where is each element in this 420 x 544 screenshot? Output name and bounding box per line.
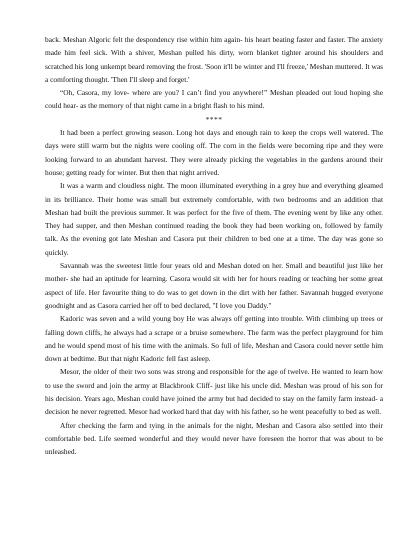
- paragraph-6: Kadoric was seven and a wild young boy He was always off getting into trouble. With climbing up trees or falling down cliffs, he always had a scrape or a bruise somewhere. The farm was the perfect playground for him and he would spend most of his time with the animals. So full of life, Meshan and Casora could never settle him down at bedtime. But that night Kadoric fell fast asleep.: [45, 314, 383, 364]
- paragraph-3: It had been a perfect growing season. Long hot days and enough rain to keep the crops well watered. The days were still warm but the nights were cooling off. The corn in the fields were becoming ripe and they were looking forward to an abundant harvest. They were already picking the vegetables in the gardens around their house; getting ready for winter. But then that night arrived.: [45, 128, 383, 177]
- paragraph-2: “Oh, Casora, my love- where are you? I can’t find you anywhere!” Meshan pleaded out loud hoping she could hear- as the memory of that night came in a bright flash to his mind.: [45, 88, 383, 111]
- scene-break: ****: [205, 114, 223, 124]
- paragraph-4: It was a warm and cloudless night. The moon illuminated everything in a grey hue and everything gleamed in its brilliance. Their home was small but extremely comfortable, with two bedrooms and an addition that Meshan had built the previous summer. It was perfect for the five of them. The evening went by like any other. They had supper, and then Meshan continued reading the book they had been working on, followed by family talk. As the evening got late Meshan and Casora put their children to bed one at a time. The day was gone so quickly.: [45, 181, 383, 257]
- paragraph-1: back. Meshan Algoric felt the despondency rise within him again- his heart beating faster and faster. The anxiety made him feel sick. With a shiver, Meshan pulled his dirty, worn blanket tighter around his shoulders and scratched his long unkempt beard removing the frost. 'Soon it'll be winter and I'll freeze,' Meshan muttered. It was a comforting thought. 'Then I'll sleep and forget.': [45, 35, 383, 84]
- paragraph-5: Savannah was the sweetest little four years old and Meshan doted on her. Small and beautiful just like her mother- she had an aptitude for learning. Casora would sit with her for hours reading or teaching her some great aspect of life. Her favourite thing to do was to get down in the dirt with her father. Savannah hugged everyone goodnight and as Casora carried her off to bed declared, "I love you Daddy.": [45, 261, 383, 310]
- paragraph-8: After checking the farm and tying in the animals for the night, Meshan and Casora also settled into their comfortable bed. Life seemed wonderful and they would never have foreseen the horror that was about to be unleashed.: [45, 420, 383, 457]
- paragraph-7: Mesor, the older of their two sons was strong and responsible for the age of twelve. He wanted to learn how to use the sword and join the army at Blackbrook Cliff- just like his uncle did. Meshan was proud of his son for his decision. Years ago, Meshan could have joined the army but had decided to stay on the family farm instead- a decision he never regretted. Mesor had worked hard that day with his father, so he went peacefully to bed as well.: [45, 367, 383, 417]
- document-page: [45, 33, 383, 459]
